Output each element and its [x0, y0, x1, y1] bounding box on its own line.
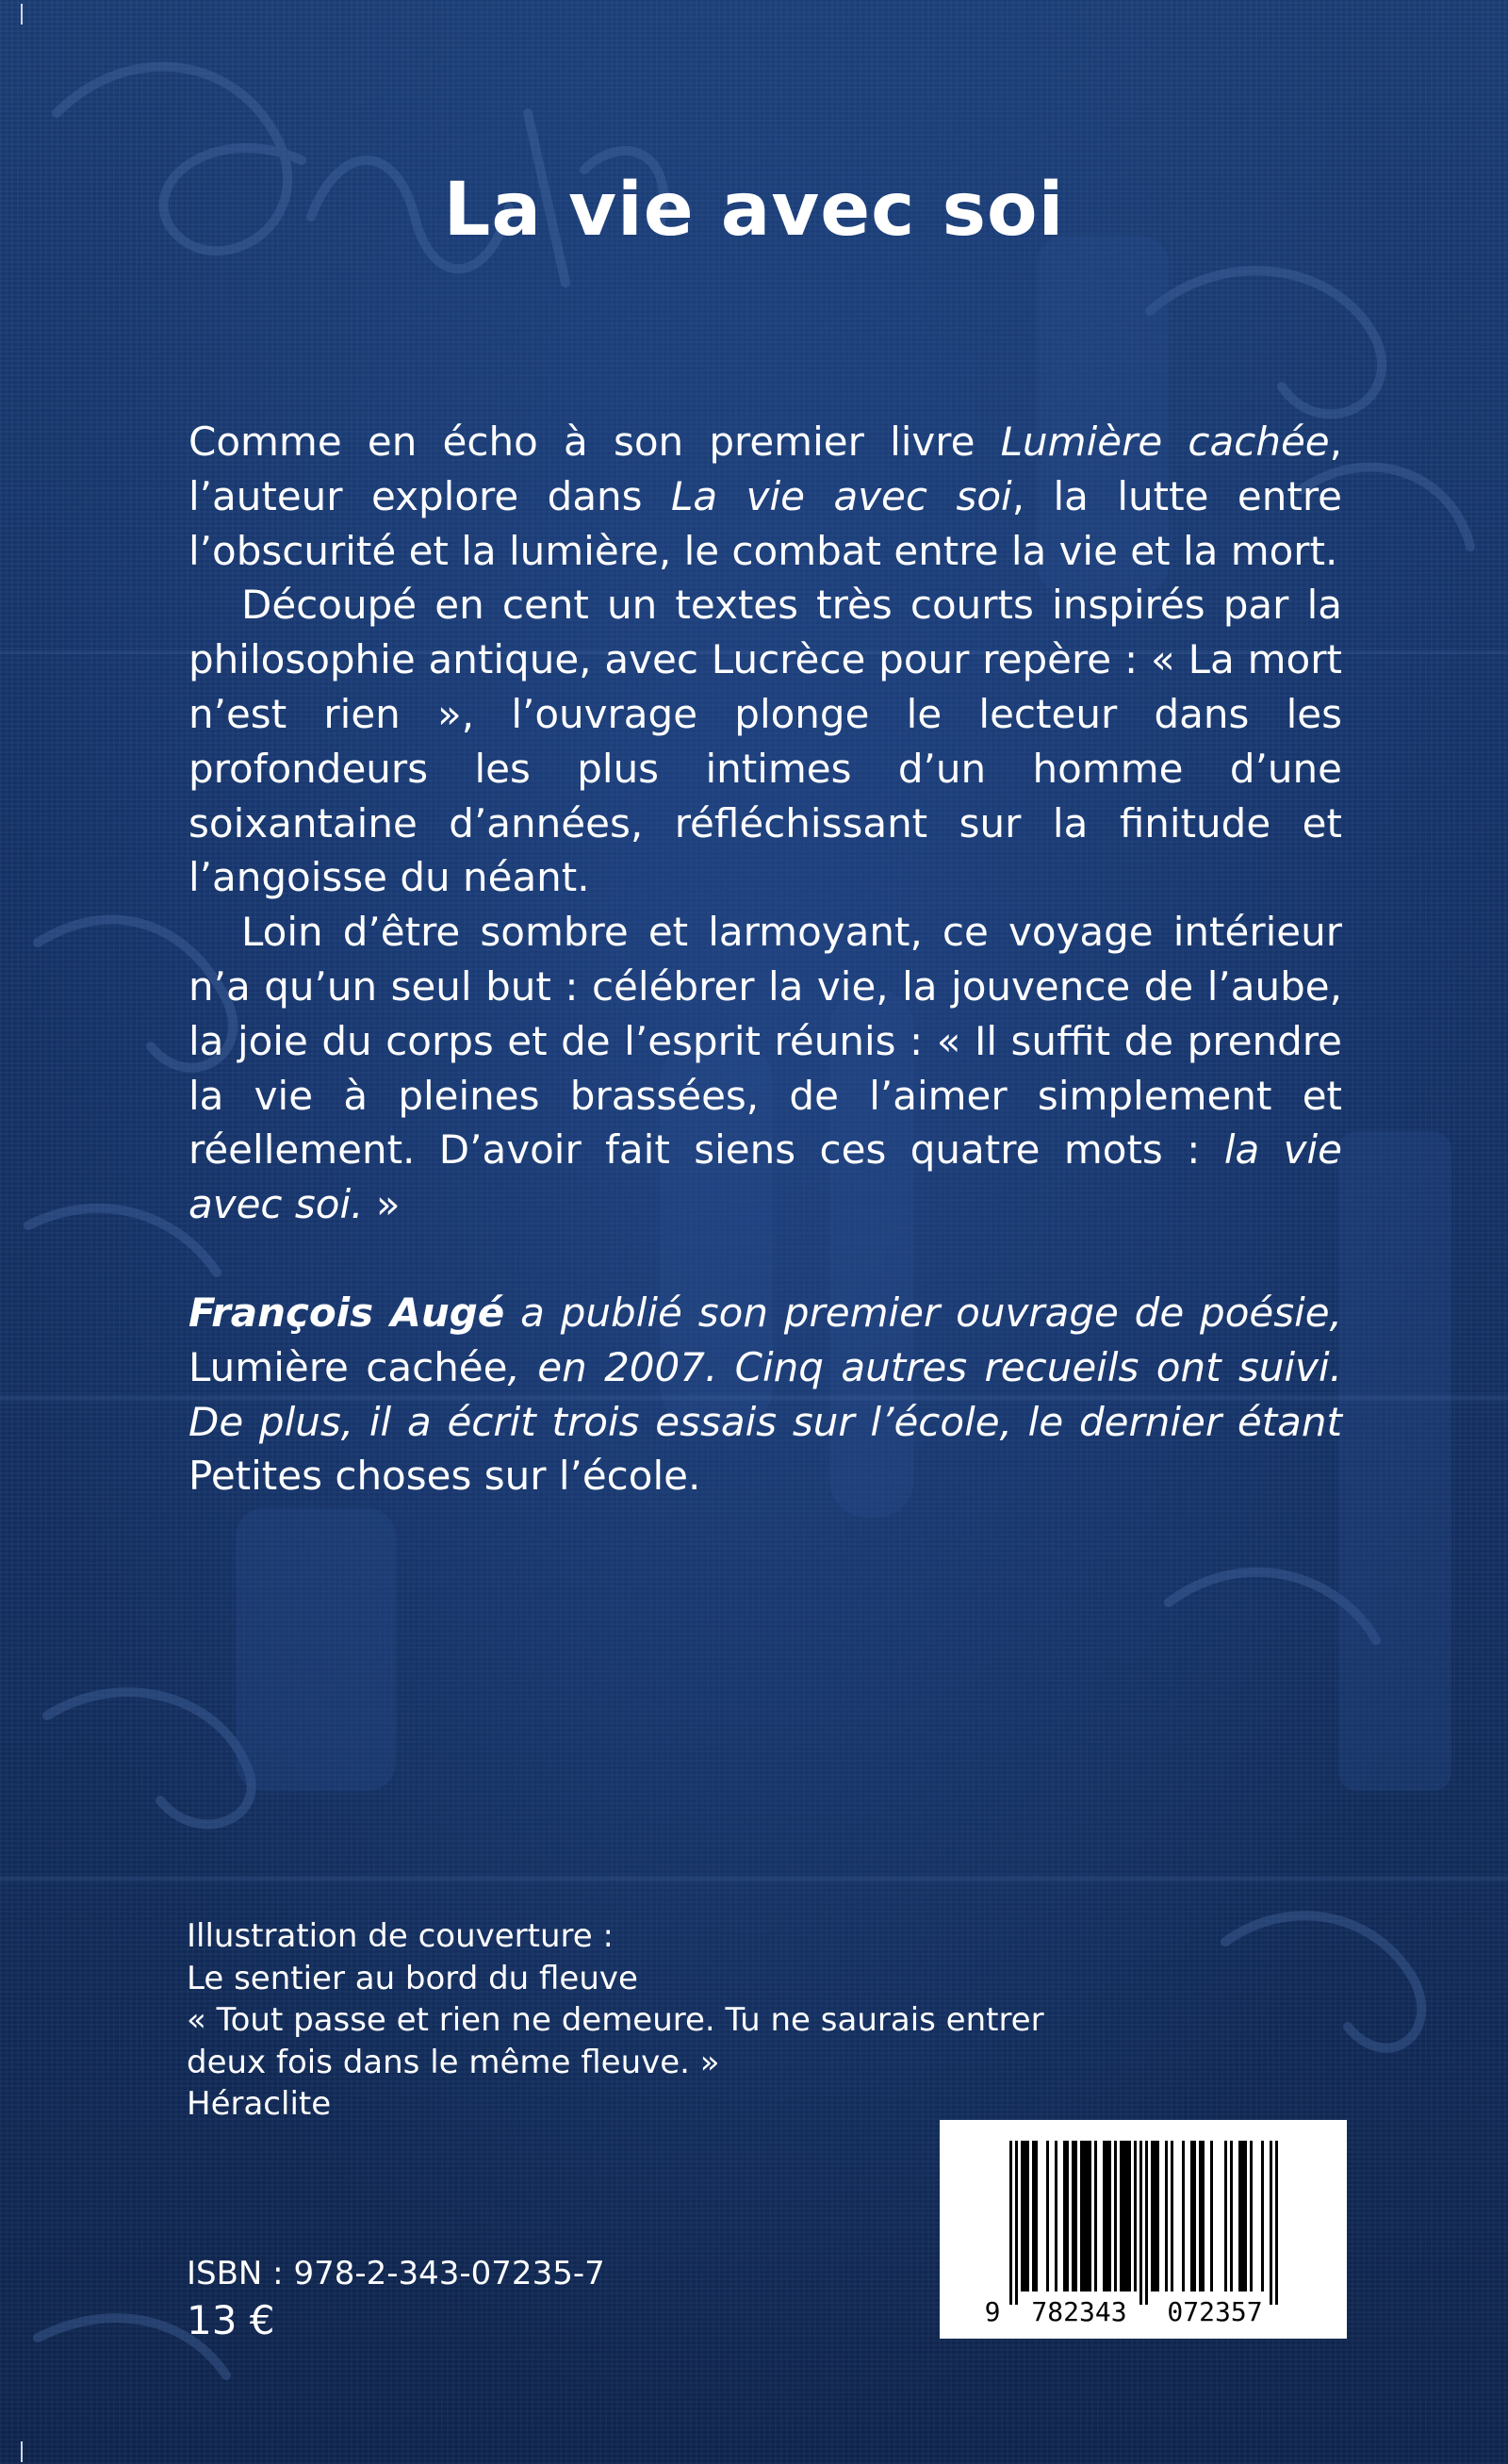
barcode-bar	[1066, 2141, 1069, 2292]
illustration-credit-line: Héraclite	[187, 2085, 332, 2123]
isbn: ISBN : 978-2-343-07235-7	[187, 2255, 605, 2292]
author-name: François Augé	[188, 1289, 505, 1336]
barcode-bar	[1171, 2141, 1173, 2292]
author-bio-text-1: a publié son premier ouvrage de poésie,	[504, 1289, 1342, 1336]
barcode-bar	[1241, 2141, 1244, 2292]
barcode-bar	[1106, 2141, 1108, 2292]
back-cover-blurb	[188, 415, 1342, 1232]
barcode-bar	[1086, 2141, 1089, 2292]
barcode-bar	[1089, 2141, 1091, 2292]
barcode-bar	[1261, 2141, 1264, 2292]
barcode-bar	[1230, 2141, 1233, 2292]
barcode-bar	[1094, 2141, 1097, 2292]
blurb-p1-text-1: Comme en écho à son premier livre	[188, 419, 1001, 465]
barcode-guard-bar	[1275, 2141, 1278, 2305]
illustration-credit-line: deux fois dans le même fleuve. »	[187, 2043, 720, 2081]
illustration-credit-line: Illustration de couverture :	[187, 1917, 614, 1955]
barcode-bar	[1021, 2141, 1024, 2292]
isbn-price-block	[187, 2253, 605, 2347]
barcode-bar	[1114, 2141, 1117, 2292]
barcode-bar	[1123, 2141, 1125, 2292]
barcode-bar	[1193, 2141, 1196, 2292]
barcode-right-digits: 072357	[1167, 2296, 1263, 2327]
barcode-bar	[1154, 2141, 1156, 2292]
barcode-left-digits: 782343	[1031, 2296, 1127, 2327]
barcode-bar	[1134, 2141, 1137, 2292]
blurb-p1-book-title: Lumière cachée	[1000, 419, 1330, 465]
barcode-guard-bar	[1015, 2141, 1018, 2305]
barcode-bar	[1165, 2141, 1168, 2292]
price: 13 €	[187, 2297, 275, 2343]
barcode-bar	[1120, 2141, 1123, 2292]
barcode-bar	[1035, 2141, 1038, 2292]
blurb-p3-quote-italic: la vie avec soi.	[188, 1126, 1343, 1228]
barcode-bar	[1074, 2141, 1077, 2292]
barcode-bar	[1182, 2141, 1185, 2292]
barcode-bar	[1024, 2141, 1026, 2292]
illustration-credit-line: Le sentier au bord du fleuve	[187, 1959, 638, 1997]
barcode-bar	[1190, 2141, 1193, 2292]
barcode-guard-bar	[1139, 2141, 1142, 2305]
barcode-bar	[1080, 2141, 1083, 2292]
blurb-p1-text-3: , la lutte entre l’obscurité et la lumière, le combat entre la vie et la mort.	[188, 472, 1343, 574]
blurb-p3-text-2: »	[363, 1181, 401, 1228]
barcode-bar	[1026, 2141, 1029, 2292]
author-first-book: Lumière cachée	[188, 1343, 508, 1390]
illustration-credit	[187, 1915, 1044, 2126]
barcode-guard-bar	[1270, 2141, 1272, 2305]
barcode-bar	[1238, 2141, 1241, 2292]
blurb-paragraph-3	[188, 905, 1342, 1232]
illustration-credit-line: « Tout passe et rien ne demeure. Tu ne saurais entrer	[187, 2001, 1044, 2039]
blurb-p3-text-1: Loin d’être sombre et larmoyant, ce voyage intérieur n’a qu’un seul but : célébrer la vie, la jouvence de l’aube, la joie du corps et de l’esprit réunis : « Il suffit de prendre la vie à pleines brassées, de l’aimer simplement et réellement. D’avoir fait siens ces quatre mots :	[188, 909, 1342, 1174]
barcode-bar	[1103, 2141, 1106, 2292]
crop-mark-top	[21, 4, 23, 25]
barcode-bar	[1128, 2141, 1131, 2292]
barcode-bar	[1072, 2141, 1074, 2292]
barcode	[940, 2120, 1347, 2339]
blurb-p1-title-ref: La vie avec soi	[671, 472, 1012, 519]
barcode-first-digit: 9	[984, 2296, 1001, 2327]
author-latest-essay: Petites choses sur l’école	[188, 1453, 688, 1500]
barcode-bar	[1244, 2141, 1247, 2292]
barcode-bar	[1063, 2141, 1066, 2292]
author-bio-paragraph	[188, 1286, 1342, 1503]
barcode-bar	[1125, 2141, 1128, 2292]
barcode-bar	[1156, 2141, 1159, 2292]
barcode-bar	[1108, 2141, 1111, 2292]
barcode-bar	[1199, 2141, 1202, 2292]
author-bio-text-2: , en 2007. Cinq autres recueils ont suivi. De plus, il a écrit trois essais sur l’école, le dernier étant	[188, 1343, 1342, 1445]
author-bio	[188, 1286, 1342, 1503]
barcode-bar	[1032, 2141, 1035, 2292]
blurb-p1-text-2: , l’auteur explore dans	[188, 419, 1342, 519]
barcode-bar	[1046, 2141, 1049, 2292]
blurb-paragraph-2: Découpé en cent un textes très courts inspirés par la philosophie antique, avec Lucrèce pour repère : « La mort n’est rien », l’ouvrage plonge le lecteur dans les profondeurs les plus intimes d’un homme d’une soixantaine d’années, réfléchissant sur la finitude et l’angoisse du néant.	[188, 582, 1342, 901]
author-bio-end: .	[687, 1453, 701, 1500]
barcode-bar	[1250, 2141, 1253, 2292]
barcode-bar	[1151, 2141, 1154, 2292]
book-title: La vie avec soi	[443, 168, 1065, 253]
barcode-image	[940, 2120, 1347, 2339]
barcode-bar	[1224, 2141, 1227, 2292]
barcode-bar	[1055, 2141, 1057, 2292]
barcode-guard-bar	[1009, 2141, 1012, 2305]
barcode-guard-bar	[1145, 2141, 1148, 2305]
barcode-bar	[1202, 2141, 1205, 2292]
crop-mark-bottom	[21, 2441, 23, 2462]
barcode-bar	[1083, 2141, 1086, 2292]
barcode-bar	[1210, 2141, 1213, 2292]
blurb-paragraph-1	[188, 415, 1342, 578]
